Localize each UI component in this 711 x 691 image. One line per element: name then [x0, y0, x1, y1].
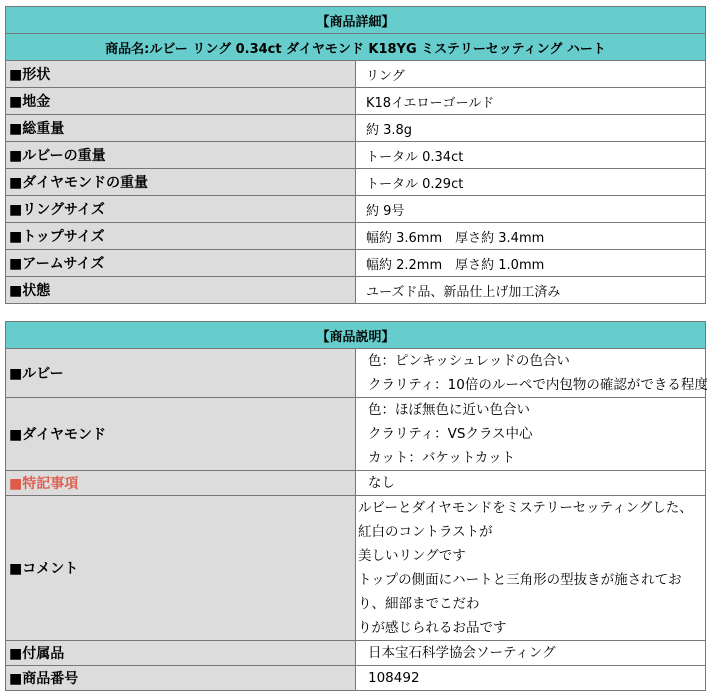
description-line: 色：ほぼ無色に近い色合い	[368, 402, 530, 418]
detail-label: ■トップサイズ	[6, 223, 356, 250]
description-row-product-number	[6, 666, 706, 691]
detail-row-ruby-weight	[6, 142, 706, 169]
product-details-table	[5, 6, 706, 304]
description-header: 【商品説明】	[6, 322, 706, 349]
description-line: クラリティ：10倍のルーペで内包物の確認ができる程度	[368, 377, 708, 393]
description-value	[356, 666, 706, 691]
description-value	[356, 496, 706, 641]
description-line: 日本宝石科学協会ソーティング	[368, 645, 556, 661]
description-label: ■ダイヤモンド	[6, 398, 356, 471]
product-description-table	[5, 321, 706, 691]
description-label: ■商品番号	[6, 666, 356, 691]
detail-row-ring-size	[6, 196, 706, 223]
detail-row-top-size	[6, 223, 706, 250]
description-row-ruby	[6, 349, 706, 398]
detail-value: ユーズド品、新品仕上げ加工済み	[356, 277, 706, 304]
detail-value: 幅約 2.2mm 厚さ約 1.0mm	[356, 250, 706, 277]
detail-value: リング	[356, 61, 706, 88]
details-header: 【商品詳細】	[6, 7, 706, 34]
detail-label: ■ダイヤモンドの重量	[6, 169, 356, 196]
description-label: ■付属品	[6, 641, 356, 666]
description-row-diamond	[6, 398, 706, 471]
description-value	[356, 349, 706, 398]
description-line: ルビーとダイヤモンドをミステリーセッティングした、紅白のコントラストが	[358, 500, 693, 540]
detail-row-arm-size	[6, 250, 706, 277]
description-line: クラリティ：VSクラス中心	[368, 426, 533, 442]
description-line: りが感じられるお品です	[358, 620, 507, 636]
description-label: ■ルビー	[6, 349, 356, 398]
detail-label: ■リングサイズ	[6, 196, 356, 223]
detail-value: トータル 0.29ct	[356, 169, 706, 196]
detail-row-total-weight	[6, 115, 706, 142]
description-label: ■コメント	[6, 496, 356, 641]
detail-label: ■状態	[6, 277, 356, 304]
detail-value: トータル 0.34ct	[356, 142, 706, 169]
detail-label: ■総重量	[6, 115, 356, 142]
detail-value: K18イエローゴールド	[356, 88, 706, 115]
description-line: なし	[368, 475, 395, 491]
description-line: トップの側面にハートと三角形の型抜きが施されており、細部までこだわ	[358, 572, 682, 612]
description-value	[356, 398, 706, 471]
description-value	[356, 471, 706, 496]
detail-label: ■アームサイズ	[6, 250, 356, 277]
detail-label: ■ルビーの重量	[6, 142, 356, 169]
detail-value: 約 3.8g	[356, 115, 706, 142]
detail-label: ■地金	[6, 88, 356, 115]
description-label-special: ■特記事項	[6, 471, 356, 496]
description-row-special-notes	[6, 471, 706, 496]
description-line: 色：ピンキッシュレッドの色合い	[368, 353, 570, 369]
detail-value: 約 9号	[356, 196, 706, 223]
detail-row-condition	[6, 277, 706, 304]
detail-row-shape	[6, 61, 706, 88]
description-line: 108492	[368, 670, 420, 686]
detail-row-metal	[6, 88, 706, 115]
description-line: カット：バケットカット	[368, 450, 516, 466]
product-name: 商品名:ルビー リング 0.34ct ダイヤモンド K18YG ミステリーセッティング ハート	[6, 34, 706, 61]
description-line: 美しいリングです	[358, 548, 466, 564]
detail-value: 幅約 3.6mm 厚さ約 3.4mm	[356, 223, 706, 250]
detail-label: ■形状	[6, 61, 356, 88]
detail-row-diamond-weight	[6, 169, 706, 196]
description-row-comment	[6, 496, 706, 641]
